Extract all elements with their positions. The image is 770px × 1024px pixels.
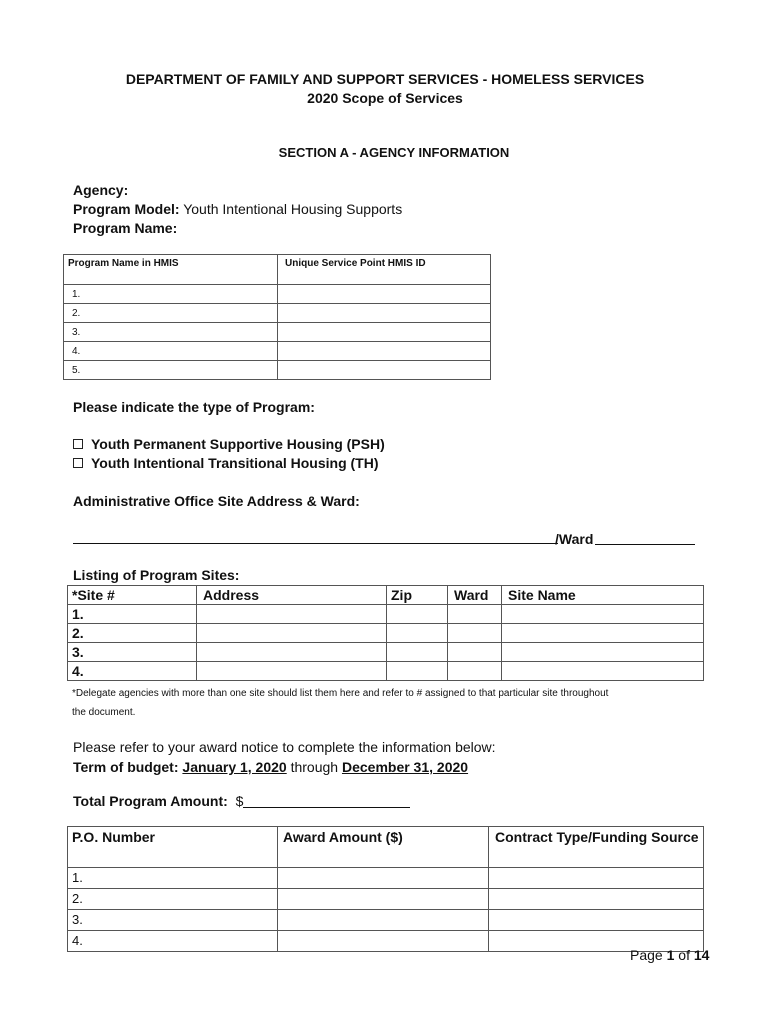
- agency-label: Agency:: [73, 182, 129, 198]
- total-program-amount: [73, 793, 243, 809]
- ward-line[interactable]: [595, 544, 695, 545]
- col-site-name: Site Name: [502, 586, 704, 605]
- table-row: [64, 361, 491, 380]
- program-type-prompt: Please indicate the type of Program:: [73, 399, 315, 415]
- zip-cell[interactable]: [387, 624, 448, 643]
- sites-title: Listing of Program Sites:: [73, 567, 240, 583]
- page-total: 14: [693, 947, 710, 963]
- hmis-id-cell[interactable]: [278, 342, 491, 361]
- total-amount-line[interactable]: [243, 807, 410, 808]
- term-through: through: [286, 759, 342, 775]
- award-cell[interactable]: [278, 931, 489, 952]
- award-cell[interactable]: [278, 910, 489, 931]
- sites-table: [67, 585, 704, 681]
- program-model-label: Program Model:: [73, 201, 180, 217]
- po-row-number: 1.: [68, 868, 278, 889]
- checkbox-icon[interactable]: [73, 458, 83, 468]
- table-row: [68, 889, 704, 910]
- table-row: [68, 910, 704, 931]
- zip-cell[interactable]: [387, 643, 448, 662]
- table-row: [68, 931, 704, 952]
- title-line-1: DEPARTMENT OF FAMILY AND SUPPORT SERVICES - HOMELESS SERVICES: [125, 71, 645, 87]
- col-unique-service-point-id: Unique Service Point HMIS ID: [278, 255, 491, 285]
- page-number: 1: [666, 947, 675, 963]
- page-indicator: [630, 947, 709, 963]
- footnote-line-1: *Delegate agencies with more than one site should list them here and refer to # assigned to that particular site throughout: [72, 688, 609, 699]
- table-row: [68, 605, 704, 624]
- table-row: [64, 304, 491, 323]
- zip-cell[interactable]: [387, 605, 448, 624]
- po-row-number: 4.: [68, 931, 278, 952]
- table-row: [64, 285, 491, 304]
- site-name-cell[interactable]: [502, 662, 704, 681]
- admin-office-label: Administrative Office Site Address & Ward:: [73, 493, 360, 509]
- term-end: December 31, 2020: [341, 759, 469, 775]
- checkbox-icon[interactable]: [73, 439, 83, 449]
- table-row: [64, 323, 491, 342]
- award-cell[interactable]: [278, 889, 489, 910]
- section-heading: SECTION A - AGENCY INFORMATION: [278, 145, 510, 160]
- row-number: 3.: [64, 323, 278, 342]
- document-title: [0, 70, 770, 108]
- sites-footnote: [72, 684, 712, 722]
- term-label: Term of budget:: [73, 759, 179, 775]
- site-number: 2.: [68, 624, 197, 643]
- ward-cell[interactable]: [448, 624, 502, 643]
- table-row: [68, 662, 704, 681]
- hmis-table: [63, 254, 491, 380]
- row-number: 5.: [64, 361, 278, 380]
- page-word: Page: [630, 947, 667, 963]
- table-row: [68, 624, 704, 643]
- table-row: [68, 868, 704, 889]
- table-header-row: [68, 827, 704, 868]
- col-ward: Ward: [448, 586, 502, 605]
- address-line[interactable]: [73, 543, 558, 544]
- address-cell[interactable]: [197, 605, 387, 624]
- ward-cell[interactable]: [448, 643, 502, 662]
- site-name-cell[interactable]: [502, 643, 704, 662]
- table-header-row: [68, 586, 704, 605]
- hmis-id-cell[interactable]: [278, 285, 491, 304]
- award-cell[interactable]: [278, 868, 489, 889]
- of-word: of: [674, 947, 694, 963]
- table-header-row: [64, 255, 491, 285]
- term-start: January 1, 2020: [182, 759, 287, 775]
- title-line-2: 2020 Scope of Services: [307, 90, 463, 106]
- site-name-cell[interactable]: [502, 605, 704, 624]
- ward-cell[interactable]: [448, 605, 502, 624]
- po-row-number: 2.: [68, 889, 278, 910]
- hmis-id-cell[interactable]: [278, 304, 491, 323]
- agency-info: [73, 181, 402, 238]
- address-cell[interactable]: [197, 624, 387, 643]
- po-row-number: 3.: [68, 910, 278, 931]
- col-contract-type: Contract Type/Funding Source: [489, 827, 704, 868]
- program-type-options: [73, 435, 385, 473]
- row-number: 2.: [64, 304, 278, 323]
- option-label: Youth Permanent Supportive Housing (PSH): [91, 436, 385, 452]
- col-po-number: P.O. Number: [68, 827, 278, 868]
- total-prefix: $: [235, 793, 244, 809]
- row-number: 4.: [64, 342, 278, 361]
- site-number: 1.: [68, 605, 197, 624]
- hmis-id-cell[interactable]: [278, 361, 491, 380]
- contract-cell[interactable]: [489, 910, 704, 931]
- col-award-amount: Award Amount ($): [278, 827, 489, 868]
- site-number: 4.: [68, 662, 197, 681]
- col-site-number: *Site #: [68, 586, 197, 605]
- total-label: Total Program Amount:: [73, 793, 228, 809]
- budget-info: [73, 737, 496, 777]
- option-label: Youth Intentional Transitional Housing (TH): [91, 455, 379, 471]
- contract-cell[interactable]: [489, 868, 704, 889]
- ward-label: /Ward: [555, 531, 594, 547]
- option-psh[interactable]: [73, 435, 385, 454]
- contract-cell[interactable]: [489, 889, 704, 910]
- col-address: Address: [197, 586, 387, 605]
- refer-text: Please refer to your award notice to complete the information below:: [73, 739, 496, 755]
- address-cell[interactable]: [197, 662, 387, 681]
- col-zip: Zip: [387, 586, 448, 605]
- zip-cell[interactable]: [387, 662, 448, 681]
- row-number: 1.: [64, 285, 278, 304]
- footnote-line-2: the document.: [72, 707, 136, 718]
- col-program-name-in-hmis: Program Name in HMIS: [64, 255, 278, 285]
- ward-cell[interactable]: [448, 662, 502, 681]
- program-model-value: Youth Intentional Housing Supports: [179, 201, 403, 217]
- po-table: [67, 826, 704, 952]
- address-cell[interactable]: [197, 643, 387, 662]
- table-row: [64, 342, 491, 361]
- site-name-cell[interactable]: [502, 624, 704, 643]
- site-number: 3.: [68, 643, 197, 662]
- program-name-label: Program Name:: [73, 220, 178, 236]
- option-th[interactable]: [73, 454, 385, 473]
- table-row: [68, 643, 704, 662]
- hmis-id-cell[interactable]: [278, 323, 491, 342]
